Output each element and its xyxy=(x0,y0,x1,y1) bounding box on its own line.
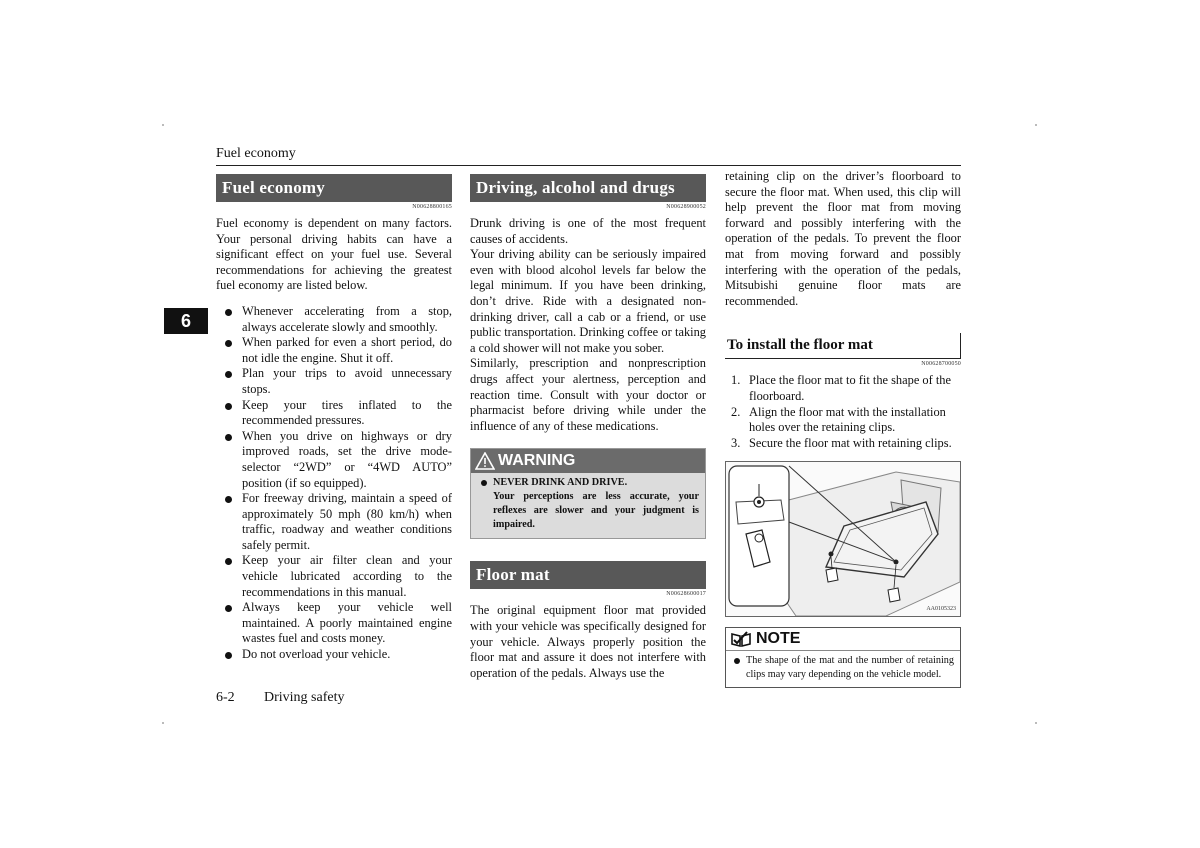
crop-mark xyxy=(1035,124,1037,126)
list-item: Keep your air filter clean and your vehicle lubricated according to the recommendations in this manual. xyxy=(224,553,452,600)
header-rule xyxy=(216,165,961,166)
alcohol-paragraph-2: Your driving ability can be seriously impaired even with blood alcohol levels far below the legal minimum. If you have been drinking, don’t drive. Ride with a designated non-drinking driver, call a cab or a friend, or use public transportation. Drinking coffee or taking a cold shower will not make you sober. xyxy=(470,247,706,355)
step-number: 1. xyxy=(731,373,741,388)
subsection-title-install-floor-mat: To install the floor mat xyxy=(725,333,961,359)
warning-triangle-icon xyxy=(475,452,495,470)
list-item: Plan your trips to avoid unnecessary stops. xyxy=(224,366,452,397)
alcohol-paragraph-1: Drunk driving is one of the most frequent causes of accidents. xyxy=(470,216,706,246)
warning-line-2: Your perceptions are less accurate, your reflexes are slower and your judgment is impaired. xyxy=(493,491,699,531)
step-text: Align the floor mat with the installation holes over the retaining clips. xyxy=(749,404,946,435)
list-item: Always keep your vehicle well maintained. A poorly maintained engine wastes fuel and costs money. xyxy=(224,600,452,647)
crop-mark xyxy=(162,124,164,126)
list-item: Whenever accelerating from a stop, always accelerate slowly and smoothly. xyxy=(224,304,452,335)
note-header xyxy=(726,628,960,651)
column-driving-alcohol xyxy=(470,174,706,681)
page-number: 6-2 xyxy=(216,690,235,705)
fuel-tips-list xyxy=(216,304,452,663)
note-body xyxy=(726,651,960,687)
floor-mat-continued-paragraph: retaining clip on the driver’s floorboard to secure the floor mat. When used, this clip will help prevent the floor mat from moving forward and possibly interfering with the operation of the pedals. To prevent the floor mat from moving forward and possibly interfering with the operation of the pedals, Mitsubishi genuine floor mats are recommended. xyxy=(725,169,961,308)
warning-body xyxy=(471,473,705,538)
section-title-fuel-economy: Fuel economy xyxy=(216,174,452,202)
warning-box xyxy=(470,448,706,539)
list-item: When you drive on highways or dry improved roads, set the drive mode-selector “2WD” or “4WD AUTO” position (if so equipped). xyxy=(224,429,452,491)
column-fuel-economy xyxy=(216,174,452,663)
install-steps-list xyxy=(725,373,961,451)
step-item xyxy=(731,436,961,452)
warning-header xyxy=(471,449,705,473)
warning-label: WARNING xyxy=(498,452,576,470)
note-box xyxy=(725,627,961,688)
figure-code: AA0105323 xyxy=(926,606,956,613)
alcohol-paragraph-3: Similarly, prescription and nonprescription drugs affect your alertness, perception and reaction time. Consult with your doctor or pharmacist before driving while under the influence of any of these medications. xyxy=(470,356,706,433)
section-code: N00628600017 xyxy=(666,591,706,598)
list-item: Keep your tires inflated to the recommended pressures. xyxy=(224,398,452,429)
section-title-driving-alcohol: Driving, alcohol and drugs xyxy=(470,174,706,202)
chapter-tab: 6 xyxy=(164,308,208,334)
fuel-intro: Fuel economy is dependent on many factors. Your personal driving habits can have a significant effect on your fuel use. Several recommendations for achieving the greatest fuel economy are listed below. xyxy=(216,216,452,293)
note-book-icon xyxy=(730,631,752,647)
step-text: Secure the floor mat with retaining clips. xyxy=(749,435,952,450)
list-item: When parked for even a short period, do not idle the engine. Shut it off. xyxy=(224,335,452,366)
floor-mat-diagram xyxy=(726,462,960,616)
floor-mat-illustration xyxy=(725,461,961,617)
section-code: N00628800165 xyxy=(412,204,452,210)
crop-mark xyxy=(162,722,164,724)
section-code: N00628900052 xyxy=(666,204,706,210)
step-item xyxy=(731,373,961,404)
page-footer xyxy=(216,690,344,706)
list-item: Do not overload your vehicle. xyxy=(224,647,452,663)
footer-section: Driving safety xyxy=(264,690,345,705)
step-text: Place the floor mat to fit the shape of the floorboard. xyxy=(749,373,951,403)
note-label: NOTE xyxy=(756,630,801,648)
note-text: The shape of the mat and the number of retaining clips may vary depending on the vehicle model. xyxy=(734,654,954,682)
step-number: 3. xyxy=(731,435,741,450)
warning-line-1: NEVER DRINK AND DRIVE. xyxy=(481,476,699,490)
section-title-floor-mat: Floor mat xyxy=(470,561,706,589)
running-head: Fuel economy xyxy=(216,146,296,161)
step-item xyxy=(731,405,961,436)
list-item: For freeway driving, maintain a speed of approximately 50 mph (80 km/h) when traffic, roadway and weather conditions safely permit. xyxy=(224,491,452,553)
floor-mat-paragraph: The original equipment floor mat provided with your vehicle was specifically designed for your vehicle. Always properly position the floor mat and assure it does not interfere with operation of the pedals. Always use the xyxy=(470,603,706,680)
step-number: 2. xyxy=(731,404,741,419)
column-floor-mat-continued xyxy=(725,169,961,688)
crop-mark xyxy=(1035,722,1037,724)
section-code: N00628700050 xyxy=(921,361,961,368)
